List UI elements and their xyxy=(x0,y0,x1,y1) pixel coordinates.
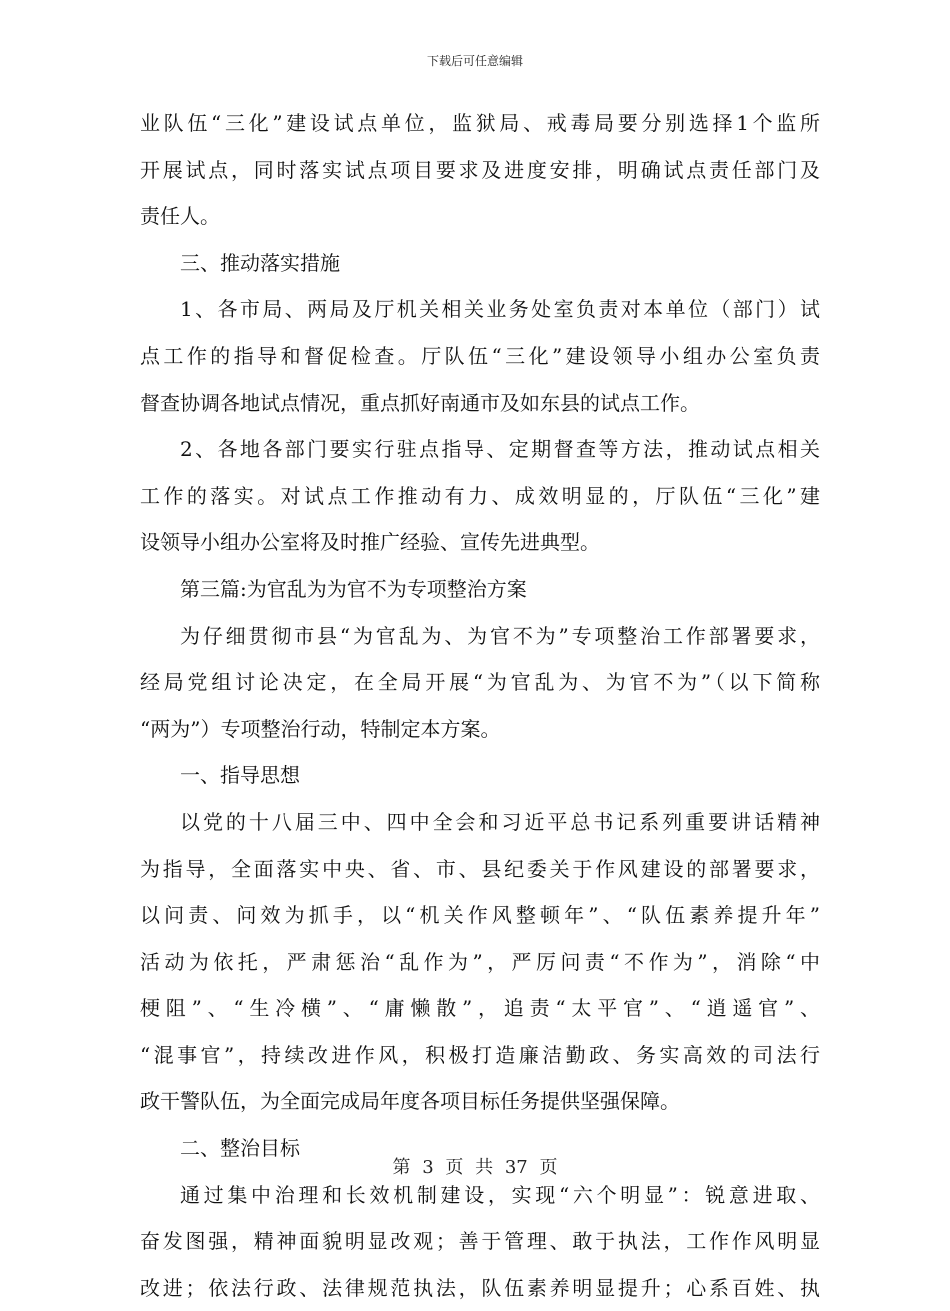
chapter-title: 第三篇:为官乱为为官不为专项整治方案 xyxy=(180,576,527,601)
text-line: 活动为依托，严肃惩治“乱作为”，严厉问责“不作为”，消除“中 xyxy=(140,949,820,974)
text-line: 业队伍“三化”建设试点单位，监狱局、戒毒局要分别选择1个监所 xyxy=(140,111,820,135)
text-line: 政干警队伍，为全面完成局年度各项目标任务提供坚强保障。 xyxy=(140,1089,680,1114)
text-line: 点工作的指导和督促检查。厅队伍“三化”建设领导小组办公室负责 xyxy=(140,343,820,368)
section-heading: 一、指导思想 xyxy=(180,763,300,788)
text-line: “混事官”，持续改进作风，积极打造廉洁勤政、务实高效的司法行 xyxy=(140,1042,820,1067)
text-line: 经局党组讨论决定，在全局开展“为官乱为、为官不为”（以下简称 xyxy=(140,670,820,695)
text-line: 以党的十八届三中、四中全会和习近平总书记系列重要讲话精神 xyxy=(180,809,820,834)
text-line: 1、各市局、两局及厅机关相关业务处室负责对本单位（部门）试 xyxy=(180,297,820,322)
section-heading: 三、推动落实措施 xyxy=(180,250,340,275)
text-line: 为仔细贯彻市县“为官乱为、为官不为”专项整治工作部署要求， xyxy=(180,623,820,648)
text-line: 工作的落实。对试点工作推动有力、成效明显的，厅队伍“三化”建 xyxy=(140,483,820,508)
text-line: “两为”）专项整治行动，特制定本方案。 xyxy=(140,716,501,741)
text-line: 2、各地各部门要实行驻点指导、定期督查等方法，推动试点相关 xyxy=(180,437,820,462)
text-line: 督查协调各地试点情况，重点抓好南通市及如东县的试点工作。 xyxy=(140,390,700,415)
text-line: 为指导，全面落实中央、省、市、县纪委关于作风建设的部署要求， xyxy=(140,856,820,881)
text-line: 梗阻”、“生冷横”、“庸懒散”，追责“太平官”、“逍遥官”、 xyxy=(140,996,820,1021)
section-heading: 二、整治目标 xyxy=(180,1136,300,1161)
text-line: 以问责、问效为抓手，以“机关作风整顿年”、“队伍素养提升年” xyxy=(140,903,820,928)
document-body xyxy=(140,100,820,1311)
text-line: 通过集中治理和长效机制建设，实现“六个明显”：锐意进取、 xyxy=(180,1182,820,1207)
text-line: 奋发图强，精神面貌明显改观；善于管理、敢于执法，工作作风明显 xyxy=(140,1229,820,1254)
text-line: 改进；依法行政、法律规范执法，队伍素养明显提升；心系百姓、执 xyxy=(140,1275,820,1300)
text-line: 开展试点，同时落实试点项目要求及进度安排，明确试点责任部门及 xyxy=(140,157,820,182)
text-line: 责任人。 xyxy=(140,204,220,229)
text-line: 设领导小组办公室将及时推广经验、宣传先进典型。 xyxy=(140,530,600,555)
page-footer: 第 3 页 共 37 页 xyxy=(392,1157,558,1178)
page-header: 下载后可任意编辑 xyxy=(426,54,523,68)
